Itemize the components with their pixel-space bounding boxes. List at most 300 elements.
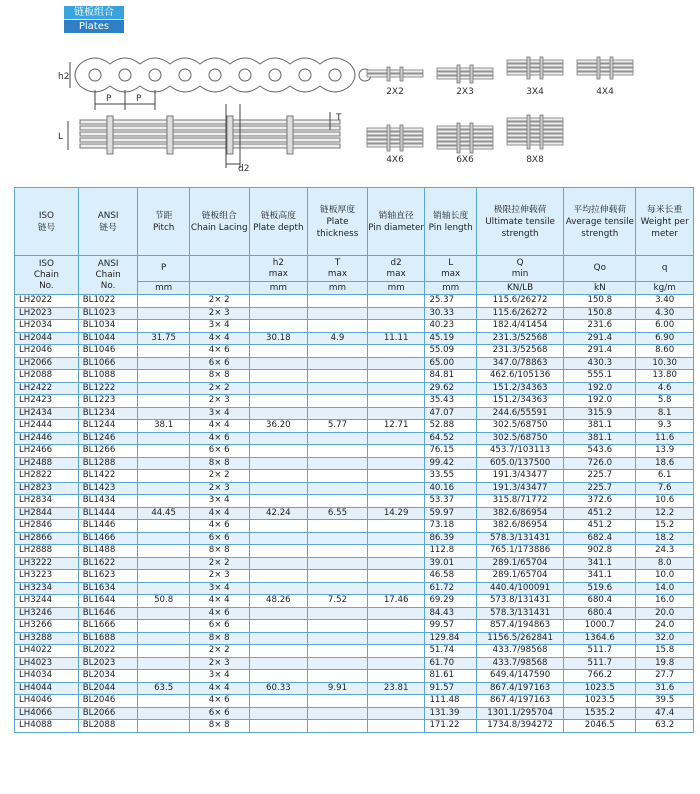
table-cell: 1000.7 xyxy=(564,620,636,633)
table-cell: 151.2/34363 xyxy=(476,382,563,395)
table-cell: 302.5/68750 xyxy=(476,420,563,433)
table-cell: 11.6 xyxy=(636,432,694,445)
table-cell xyxy=(249,457,308,470)
table-row xyxy=(15,457,694,470)
table-cell: LH3222 xyxy=(15,557,79,570)
symbol-1: ANSI Chain No. xyxy=(78,256,138,295)
table-cell: LH2466 xyxy=(15,445,79,458)
table-row xyxy=(15,420,694,433)
chain-diagram xyxy=(0,38,700,178)
table-cell: BL1222 xyxy=(78,382,138,395)
table-cell xyxy=(138,545,189,558)
table-cell: LH4088 xyxy=(15,720,79,733)
table-cell xyxy=(308,557,368,570)
table-cell: 2× 2 xyxy=(189,645,249,658)
table-cell: 15.2 xyxy=(636,520,694,533)
table-cell: 69.29 xyxy=(425,595,476,608)
table-cell xyxy=(367,457,425,470)
header-0: ISO 链号 xyxy=(15,188,79,256)
lacing-icon-2x2 xyxy=(367,67,423,81)
table-cell: 151.2/34363 xyxy=(476,395,563,408)
table-cell xyxy=(138,620,189,633)
table-cell: 511.7 xyxy=(564,657,636,670)
table-cell xyxy=(308,670,368,683)
table-cell: BL2066 xyxy=(78,707,138,720)
table-cell xyxy=(138,520,189,533)
table-cell xyxy=(138,370,189,383)
table-cell: 381.1 xyxy=(564,432,636,445)
table-cell: 55.09 xyxy=(425,345,476,358)
table-cell: 5.77 xyxy=(308,420,368,433)
header-1: ANSI 链号 xyxy=(78,188,138,256)
table-row xyxy=(15,295,694,308)
table-cell: 726.0 xyxy=(564,457,636,470)
table-cell: 65.00 xyxy=(425,357,476,370)
table-cell: 84.43 xyxy=(425,607,476,620)
dim-d2: d2 xyxy=(238,164,250,174)
table-cell: 291.4 xyxy=(564,332,636,345)
table-cell xyxy=(138,570,189,583)
table-cell: 13.80 xyxy=(636,370,694,383)
table-cell: 18.6 xyxy=(636,457,694,470)
table-cell: 867.4/197163 xyxy=(476,682,563,695)
pin-circle xyxy=(209,69,221,81)
table-cell: BL1023 xyxy=(78,307,138,320)
table-cell: 605.0/137500 xyxy=(476,457,563,470)
table-cell: 18.2 xyxy=(636,532,694,545)
table-cell: 765.1/173886 xyxy=(476,545,563,558)
table-cell xyxy=(138,557,189,570)
table-cell xyxy=(308,445,368,458)
table-cell: 16.0 xyxy=(636,595,694,608)
table-cell: BL2088 xyxy=(78,720,138,733)
table-cell: LH2423 xyxy=(15,395,79,408)
table-cell: LH2422 xyxy=(15,382,79,395)
table-cell: 381.1 xyxy=(564,420,636,433)
table-cell: LH2866 xyxy=(15,532,79,545)
table-cell: 9.91 xyxy=(308,682,368,695)
table-cell: 382.6/86954 xyxy=(476,507,563,520)
table-cell: BL1234 xyxy=(78,407,138,420)
table-cell xyxy=(249,607,308,620)
table-cell xyxy=(249,582,308,595)
table-row xyxy=(15,645,694,658)
table-cell: BL1034 xyxy=(78,320,138,333)
pin-circle xyxy=(89,69,101,81)
table-cell: 2× 2 xyxy=(189,295,249,308)
table-cell: BL2034 xyxy=(78,670,138,683)
table-cell: BL1244 xyxy=(78,420,138,433)
pin-circle xyxy=(299,69,311,81)
table-cell xyxy=(367,557,425,570)
table-cell: 40.23 xyxy=(425,320,476,333)
lacing-label: 2X3 xyxy=(456,87,474,97)
table-cell: 6× 6 xyxy=(189,620,249,633)
table-cell: 10.0 xyxy=(636,570,694,583)
table-cell xyxy=(367,632,425,645)
table-cell xyxy=(138,707,189,720)
table-cell xyxy=(367,445,425,458)
table-cell: BL1623 xyxy=(78,570,138,583)
table-cell xyxy=(308,570,368,583)
table-cell xyxy=(249,620,308,633)
table-cell: 91.57 xyxy=(425,682,476,695)
table-cell xyxy=(249,570,308,583)
symbol-6: d2 max xyxy=(367,256,425,282)
table-cell xyxy=(249,695,308,708)
dim-h2: h2 xyxy=(58,72,70,82)
side-plate xyxy=(80,144,340,148)
table-cell: 1301.1/295704 xyxy=(476,707,563,720)
table-cell xyxy=(138,657,189,670)
table-cell: LH2023 xyxy=(15,307,79,320)
table-cell: 315.8/71772 xyxy=(476,495,563,508)
table-cell: 115.6/26272 xyxy=(476,307,563,320)
table-cell xyxy=(308,395,368,408)
pin-circle xyxy=(239,69,251,81)
table-cell: 8× 8 xyxy=(189,632,249,645)
table-cell xyxy=(249,407,308,420)
table-cell: 291.4 xyxy=(564,345,636,358)
table-cell: 13.9 xyxy=(636,445,694,458)
table-cell: 4× 6 xyxy=(189,607,249,620)
side-plate xyxy=(80,126,340,130)
table-cell: 555.1 xyxy=(564,370,636,383)
table-cell xyxy=(138,457,189,470)
pin-circle xyxy=(329,69,341,81)
table-cell xyxy=(367,620,425,633)
table-cell xyxy=(249,720,308,733)
pin-circle xyxy=(119,69,131,81)
header-6: 销轴直径 Pin diameter xyxy=(367,188,425,256)
table-cell: LH2834 xyxy=(15,495,79,508)
table-cell xyxy=(249,445,308,458)
table-cell: LH3288 xyxy=(15,632,79,645)
table-row xyxy=(15,307,694,320)
side-plate xyxy=(80,120,340,124)
table-cell: 191.3/43477 xyxy=(476,482,563,495)
table-cell xyxy=(308,695,368,708)
table-cell: 63.2 xyxy=(636,720,694,733)
table-cell: LH4066 xyxy=(15,707,79,720)
table-cell xyxy=(249,632,308,645)
table-cell xyxy=(367,707,425,720)
table-row xyxy=(15,445,694,458)
header-8: 极限拉伸载荷 Ultimate tensile strength xyxy=(476,188,563,256)
table-cell: 53.37 xyxy=(425,495,476,508)
table-cell: 38.1 xyxy=(138,420,189,433)
table-cell: 76.15 xyxy=(425,445,476,458)
table-cell xyxy=(249,395,308,408)
table-cell: 8.60 xyxy=(636,345,694,358)
table-cell: 1156.5/262841 xyxy=(476,632,563,645)
table-cell: 14.29 xyxy=(367,507,425,520)
table-cell xyxy=(308,645,368,658)
table-cell: 61.72 xyxy=(425,582,476,595)
table-cell: BL1246 xyxy=(78,432,138,445)
table-cell: 4.9 xyxy=(308,332,368,345)
dim-t: T xyxy=(336,113,342,123)
header-9: 平均拉伸载荷 Average tensile strength xyxy=(564,188,636,256)
table-cell xyxy=(308,532,368,545)
table-cell xyxy=(367,382,425,395)
table-cell: 39.5 xyxy=(636,695,694,708)
table-cell xyxy=(367,607,425,620)
table-row xyxy=(15,382,694,395)
table-cell: 511.7 xyxy=(564,645,636,658)
table-cell: 3× 4 xyxy=(189,320,249,333)
table-cell: LH2846 xyxy=(15,520,79,533)
table-cell: LH4044 xyxy=(15,682,79,695)
table-cell xyxy=(249,557,308,570)
table-cell: 1023.5 xyxy=(564,682,636,695)
table-cell xyxy=(367,482,425,495)
table-row xyxy=(15,470,694,483)
table-cell: 433.7/98568 xyxy=(476,657,563,670)
table-row xyxy=(15,320,694,333)
table-cell: BL1266 xyxy=(78,445,138,458)
table-cell xyxy=(249,345,308,358)
symbol-8: Q min xyxy=(476,256,563,282)
table-row xyxy=(15,507,694,520)
table-cell: BL2023 xyxy=(78,657,138,670)
table-cell: 578.3/131431 xyxy=(476,607,563,620)
table-cell: 462.6/105136 xyxy=(476,370,563,383)
table-cell: 131.39 xyxy=(425,707,476,720)
table-cell: 4× 4 xyxy=(189,420,249,433)
unit-8: KN/LB xyxy=(476,282,563,295)
table-cell xyxy=(367,370,425,383)
header-2: 节距 Pitch xyxy=(138,188,189,256)
lacing-icon-2x3 xyxy=(437,65,493,83)
table-cell: 902.8 xyxy=(564,545,636,558)
table-cell xyxy=(249,645,308,658)
table-cell xyxy=(249,520,308,533)
table-cell xyxy=(138,720,189,733)
table-cell: 9.3 xyxy=(636,420,694,433)
table-cell xyxy=(367,407,425,420)
symbol-0: ISO Chain No. xyxy=(15,256,79,295)
table-cell xyxy=(138,695,189,708)
table-cell xyxy=(367,495,425,508)
table-row xyxy=(15,357,694,370)
table-cell: 4.30 xyxy=(636,307,694,320)
table-cell: 5.8 xyxy=(636,395,694,408)
table-row xyxy=(15,370,694,383)
table-cell: 47.07 xyxy=(425,407,476,420)
table-row xyxy=(15,670,694,683)
table-cell xyxy=(249,482,308,495)
table-cell: 192.0 xyxy=(564,395,636,408)
table-cell xyxy=(138,607,189,620)
table-cell: LH2444 xyxy=(15,420,79,433)
unit-4: mm xyxy=(249,282,308,295)
table-cell: 347.0/78863 xyxy=(476,357,563,370)
table-cell: 4× 4 xyxy=(189,682,249,695)
table-cell: 6× 6 xyxy=(189,357,249,370)
table-cell: 112.8 xyxy=(425,545,476,558)
table-cell: 24.0 xyxy=(636,620,694,633)
table-cell: 20.0 xyxy=(636,607,694,620)
header-7: 销轴长度 Pin length xyxy=(425,188,476,256)
table-cell: 42.24 xyxy=(249,507,308,520)
table-cell: 27.7 xyxy=(636,670,694,683)
symbol-7: L max xyxy=(425,256,476,282)
table-cell: LH3234 xyxy=(15,582,79,595)
table-cell: 31.6 xyxy=(636,682,694,695)
table-cell: 430.3 xyxy=(564,357,636,370)
table-cell: 50.8 xyxy=(138,595,189,608)
table-cell xyxy=(367,470,425,483)
table-cell: LH2823 xyxy=(15,482,79,495)
table-cell: BL1434 xyxy=(78,495,138,508)
table-cell xyxy=(138,670,189,683)
table-cell xyxy=(367,520,425,533)
table-cell: LH3244 xyxy=(15,595,79,608)
table-cell xyxy=(308,457,368,470)
table-cell xyxy=(308,495,368,508)
symbol-9: Qo xyxy=(564,256,636,282)
table-cell: 64.52 xyxy=(425,432,476,445)
table-cell: LH2066 xyxy=(15,357,79,370)
unit-3 xyxy=(189,282,249,295)
table-cell xyxy=(249,545,308,558)
table-cell: 150.8 xyxy=(564,307,636,320)
table-cell: 2046.5 xyxy=(564,720,636,733)
table-cell: 61.70 xyxy=(425,657,476,670)
table-cell xyxy=(138,582,189,595)
table-cell: 231.6 xyxy=(564,320,636,333)
table-cell: 59.97 xyxy=(425,507,476,520)
table-cell xyxy=(308,320,368,333)
table-cell: 4× 6 xyxy=(189,345,249,358)
table-cell xyxy=(138,382,189,395)
unit-10: kg/m xyxy=(636,282,694,295)
table-cell xyxy=(138,345,189,358)
table-cell: 150.8 xyxy=(564,295,636,308)
table-cell: 2× 3 xyxy=(189,657,249,670)
table-cell: 289.1/65704 xyxy=(476,557,563,570)
table-row xyxy=(15,682,694,695)
table-cell xyxy=(249,382,308,395)
table-cell: 682.4 xyxy=(564,532,636,545)
table-cell xyxy=(367,295,425,308)
table-cell xyxy=(367,357,425,370)
table-cell: 4× 4 xyxy=(189,332,249,345)
table-cell: 40.16 xyxy=(425,482,476,495)
table-cell: BL1088 xyxy=(78,370,138,383)
table-cell xyxy=(308,520,368,533)
table-cell: BL1446 xyxy=(78,520,138,533)
table-cell: 433.7/98568 xyxy=(476,645,563,658)
table-cell xyxy=(138,432,189,445)
table-cell: BL1288 xyxy=(78,457,138,470)
table-cell xyxy=(367,582,425,595)
table-cell: 451.2 xyxy=(564,520,636,533)
table-cell: 867.4/197163 xyxy=(476,695,563,708)
table-cell: BL1644 xyxy=(78,595,138,608)
table-row xyxy=(15,607,694,620)
table-cell xyxy=(367,532,425,545)
table-cell: BL1622 xyxy=(78,557,138,570)
table-cell xyxy=(249,307,308,320)
side-plate xyxy=(80,132,340,136)
table-cell xyxy=(367,695,425,708)
table-cell: LH4034 xyxy=(15,670,79,683)
table-cell: LH2488 xyxy=(15,457,79,470)
table-cell xyxy=(367,320,425,333)
table-cell: 341.1 xyxy=(564,570,636,583)
table-cell: 4× 4 xyxy=(189,595,249,608)
table-cell: 6× 6 xyxy=(189,532,249,545)
table-cell: 2× 3 xyxy=(189,307,249,320)
dim-p-1: P xyxy=(106,94,112,104)
table-cell: 1364.6 xyxy=(564,632,636,645)
table-cell xyxy=(138,645,189,658)
table-cell: 73.18 xyxy=(425,520,476,533)
lacing-icon-4x4 xyxy=(577,57,633,79)
table-cell: LH4046 xyxy=(15,695,79,708)
table-cell: 766.2 xyxy=(564,670,636,683)
table-cell: 115.6/26272 xyxy=(476,295,563,308)
table-cell xyxy=(367,345,425,358)
side-plate xyxy=(80,138,340,142)
table-cell: 11.11 xyxy=(367,332,425,345)
table-cell: 2× 2 xyxy=(189,382,249,395)
table-cell: LH4022 xyxy=(15,645,79,658)
table-cell xyxy=(367,570,425,583)
side-pin xyxy=(107,116,113,154)
table-row xyxy=(15,620,694,633)
table-cell: BL1688 xyxy=(78,632,138,645)
table-cell xyxy=(308,582,368,595)
table-cell: 2× 3 xyxy=(189,482,249,495)
table-cell: 81.61 xyxy=(425,670,476,683)
table-row xyxy=(15,720,694,733)
table-row xyxy=(15,657,694,670)
table-cell: 382.6/86954 xyxy=(476,520,563,533)
table-cell xyxy=(138,357,189,370)
table-cell: 2× 2 xyxy=(189,557,249,570)
spec-table xyxy=(14,187,694,733)
table-cell xyxy=(249,657,308,670)
table-cell: 19.8 xyxy=(636,657,694,670)
table-cell: BL1046 xyxy=(78,345,138,358)
table-cell xyxy=(249,320,308,333)
table-cell: 519.6 xyxy=(564,582,636,595)
table-cell: LH2446 xyxy=(15,432,79,445)
table-cell: LH2022 xyxy=(15,295,79,308)
table-cell: 39.01 xyxy=(425,557,476,570)
table-cell: 4× 4 xyxy=(189,507,249,520)
table-cell: 17.46 xyxy=(367,595,425,608)
table-cell xyxy=(249,357,308,370)
table-cell: 52.88 xyxy=(425,420,476,433)
table-cell: 289.1/65704 xyxy=(476,570,563,583)
table-cell xyxy=(249,707,308,720)
table-cell: 6× 6 xyxy=(189,445,249,458)
table-cell: 8× 8 xyxy=(189,545,249,558)
table-cell: 4× 6 xyxy=(189,520,249,533)
table-cell: 192.0 xyxy=(564,382,636,395)
table-cell: 12.2 xyxy=(636,507,694,520)
table-cell: 14.0 xyxy=(636,582,694,595)
lacing-icon-3x4 xyxy=(507,57,563,79)
table-cell: LH3223 xyxy=(15,570,79,583)
table-row xyxy=(15,332,694,345)
table-cell: LH2888 xyxy=(15,545,79,558)
lacing-label: 2X2 xyxy=(386,87,404,97)
